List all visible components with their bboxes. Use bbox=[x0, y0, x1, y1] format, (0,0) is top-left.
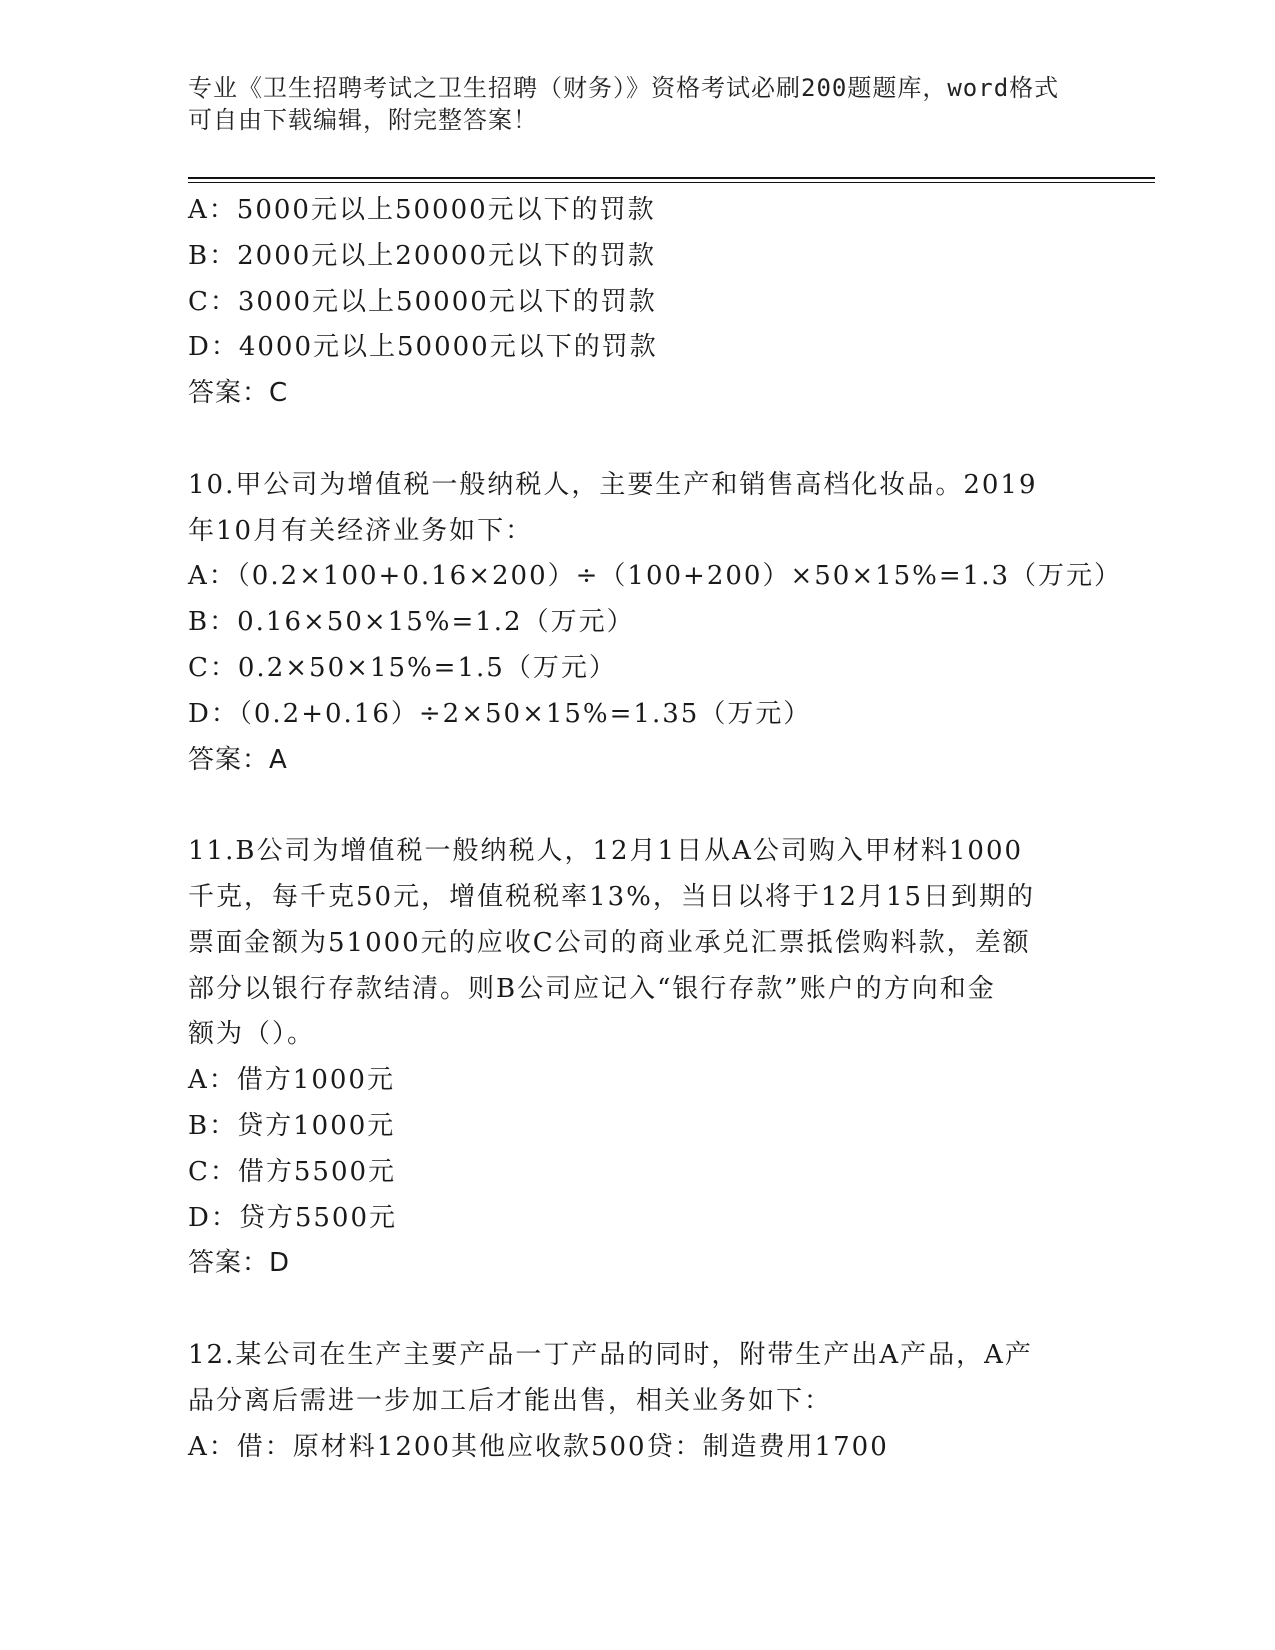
spacer bbox=[188, 783, 1068, 829]
header-divider-thin bbox=[188, 182, 1155, 183]
question-12 bbox=[188, 1333, 1068, 1470]
option-d: D：4000元以上50000元以下的罚款 bbox=[188, 332, 658, 363]
question-stem-line: 额为（）。 bbox=[188, 1019, 316, 1050]
question-9 bbox=[188, 188, 1068, 417]
question-stem-line: 千克，每千克50元，增值税税率13%，当日以将于12月15日到期的 bbox=[188, 881, 1036, 912]
option-d: D：贷方5500元 bbox=[188, 1202, 398, 1233]
question-10 bbox=[188, 463, 1123, 784]
question-stem-line: 票面金额为51000元的应收C公司的商业承兑汇票抵偿购料款，差额 bbox=[188, 927, 1031, 958]
option-b: B：贷方1000元 bbox=[188, 1110, 396, 1141]
document-content bbox=[188, 188, 1123, 1470]
option-c: C：0.2×50×15%=1.5（万元） bbox=[188, 652, 617, 683]
answer: 答案：D bbox=[188, 1248, 291, 1279]
option-a: A：（0.2×100+0.16×200）÷（100+200）×50×15%=1.3（万元） bbox=[188, 561, 1123, 592]
header-line-1: 专业《卫生招聘考试之卫生招聘（财务）》资格考试必刷200题题库，word格式 bbox=[188, 74, 1060, 102]
question-11 bbox=[188, 829, 1068, 1287]
option-c: C：借方5500元 bbox=[188, 1156, 397, 1187]
header-line-2: 可自由下载编辑，附完整答案！ bbox=[188, 106, 538, 134]
spacer bbox=[188, 417, 1068, 463]
option-a: A：5000元以上50000元以下的罚款 bbox=[188, 195, 656, 225]
option-a: A：借：原材料1200其他应收款500贷：制造费用1700 bbox=[188, 1431, 889, 1462]
answer: 答案：A bbox=[188, 744, 288, 775]
option-b: B：2000元以上20000元以下的罚款 bbox=[188, 240, 656, 271]
option-c: C：3000元以上50000元以下的罚款 bbox=[188, 286, 657, 317]
question-stem-line: 12.某公司在生产主要产品一丁产品的同时，附带生产出A产品，A产 bbox=[188, 1339, 1033, 1370]
option-d: D：（0.2+0.16）÷2×50×15%=1.35（万元） bbox=[188, 698, 812, 729]
question-stem-line: 年10月有关经济业务如下： bbox=[188, 515, 534, 546]
document-header bbox=[188, 72, 1068, 136]
question-stem-line: 10.甲公司为增值税一般纳税人，主要生产和销售高档化妆品。2019 bbox=[188, 469, 1038, 500]
question-stem-line: 品分离后需进一步加工后才能出售，相关业务如下： bbox=[188, 1385, 833, 1416]
option-b: B：0.16×50×15%=1.2（万元） bbox=[188, 607, 635, 638]
question-stem-line: 部分以银行存款结清。则B公司应记入“银行存款”账户的方向和金 bbox=[188, 973, 996, 1004]
option-a: A：借方1000元 bbox=[188, 1065, 395, 1096]
answer: 答案：C bbox=[188, 378, 289, 409]
question-stem-line: 11.B公司为增值税一般纳税人，12月1日从A公司购入甲材料1000 bbox=[188, 836, 1024, 867]
header-divider bbox=[188, 177, 1155, 179]
spacer bbox=[188, 1287, 1068, 1333]
